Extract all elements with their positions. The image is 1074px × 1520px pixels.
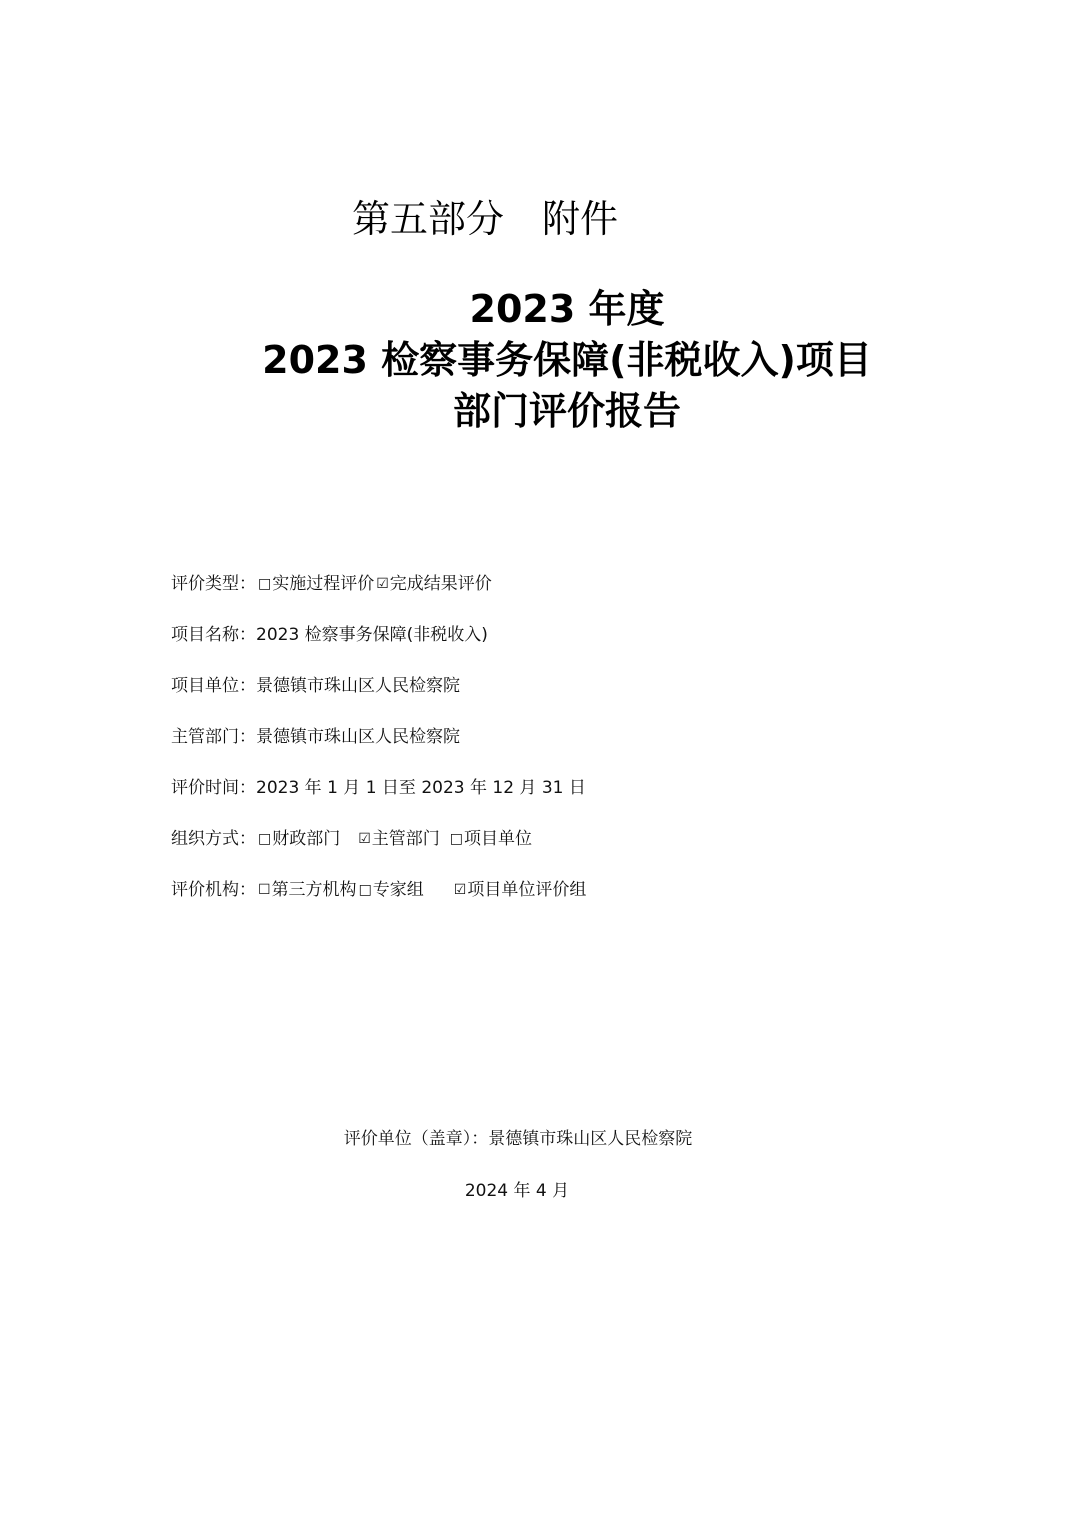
unchecked-box-icon: □: [358, 882, 372, 898]
project-unit-value: 景德镇市珠山区人民检察院: [256, 676, 460, 696]
project-unit-label: 项目单位：: [171, 676, 256, 696]
report-date: 2024 年 4 月: [464, 1181, 570, 1201]
checked-box-icon: ☑: [453, 882, 467, 898]
info-row-org-method: [171, 825, 586, 876]
supervisor-value: 景德镇市珠山区人民检察院: [256, 727, 460, 747]
unchecked-box-icon: □: [258, 576, 272, 592]
unchecked-box-icon: □: [258, 831, 272, 847]
section-title: 第五部分 附件: [352, 197, 619, 241]
eval-org-option-third-party: 第三方机构: [271, 880, 357, 900]
supervisor-label: 主管部门：: [171, 727, 256, 747]
project-name-label: 项目名称：: [171, 625, 256, 645]
checked-box-icon: ☑: [358, 831, 371, 847]
info-row-eval-org: [171, 876, 586, 927]
info-row-project-name: [171, 621, 586, 672]
eval-time-label: 评价时间：: [171, 778, 256, 798]
report-title-type: 部门评价报告: [452, 389, 681, 433]
org-method-label: 组织方式：: [171, 829, 256, 849]
info-row-supervisor: [171, 723, 586, 774]
info-row-project-unit: [171, 672, 586, 723]
eval-type-label: 评价类型：: [171, 574, 256, 594]
eval-org-option-experts: 专家组: [372, 880, 424, 900]
unchecked-box-icon: ☐: [258, 882, 271, 898]
unchecked-box-icon: □: [449, 831, 464, 847]
eval-org-option-unit-group: 项目单位评价组: [467, 880, 587, 900]
checked-box-icon: ☑: [376, 576, 389, 592]
eval-type-option-process: 实施过程评价: [272, 574, 375, 594]
info-row-eval-type: [171, 570, 586, 621]
org-method-option-unit: 项目单位: [464, 829, 533, 849]
org-method-option-supervisor: 主管部门: [371, 829, 440, 849]
report-title-year: 2023 年度: [469, 287, 665, 331]
signature-line: 评价单位（盖章）：景德镇市珠山区人民检察院: [343, 1129, 693, 1149]
report-title-project: 2023 检察事务保障(非税收入)项目: [262, 338, 872, 382]
org-method-option-finance: 财政部门: [272, 829, 341, 849]
info-row-eval-time: [171, 774, 586, 825]
eval-org-label: 评价机构：: [171, 880, 256, 900]
info-list: [171, 570, 586, 927]
eval-type-option-result: 完成结果评价: [389, 574, 492, 594]
eval-time-value: 2023 年 1 月 1 日至 2023 年 12 月 31 日: [256, 778, 586, 798]
project-name-value: 2023 检察事务保障(非税收入): [256, 625, 488, 645]
